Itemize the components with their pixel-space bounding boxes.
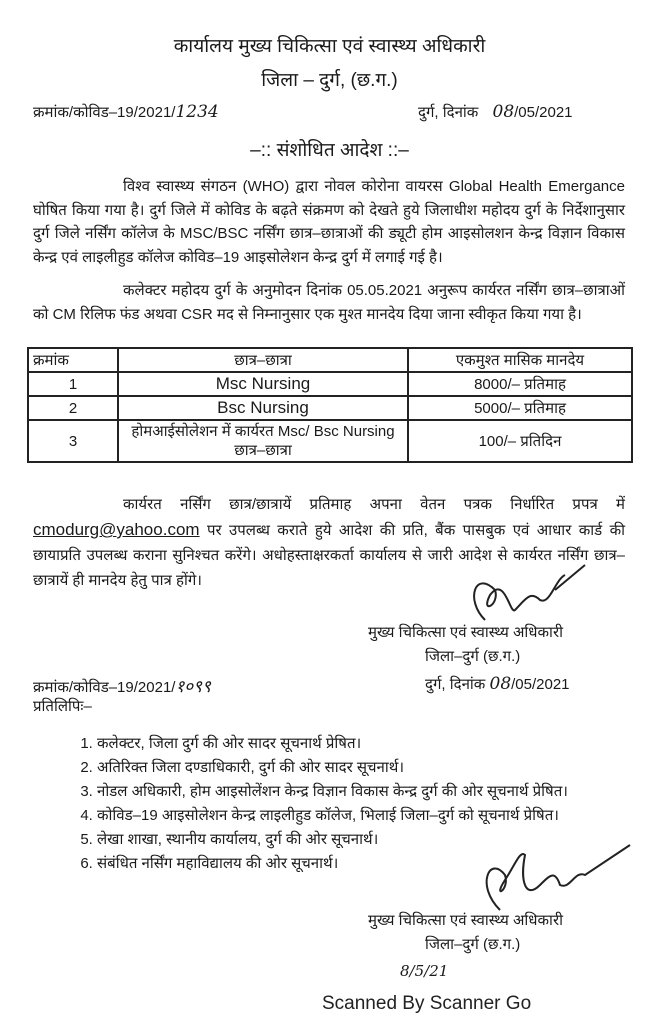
list-item: 6. संबंधित नर्सिंग महाविद्यालय की ओर सूचनार्थ। [97,852,652,876]
header-amount: एकमुश्त मासिक मानदेय [408,348,632,372]
paragraph-3-start: कार्यरत नर्सिंग छात्र/छात्रायें प्रतिमाह अपना वेतन पत्रक निर्धारित प्रपत्र में [123,496,625,513]
email-link[interactable]: cmodurg@yahoo.com [33,520,200,539]
copy-date-label: दुर्ग, दिनांक [425,676,486,693]
copy-reference-text: क्रमांक/कोविड–19/2021/ [33,679,176,696]
row-amount: 5000/– प्रतिमाह [408,396,632,420]
signatory-title-1: मुख्य चिकित्सा एवं स्वास्थ्य अधिकारी [368,624,563,641]
row-amount: 8000/– प्रतिमाह [408,372,632,396]
date-handwritten: 08 [492,102,515,122]
signatory-title-2: मुख्य चिकित्सा एवं स्वास्थ्य अधिकारी [368,912,563,929]
reference-number [33,102,219,122]
copy-date-rest: /05/2021 [511,676,570,693]
date-label: दुर्ग, दिनांक [418,104,479,121]
list-item: 2. अतिरिक्त जिला दण्डाधिकारी, दुर्ग की ओर सादर सूचनार्थ। [97,756,652,780]
district-heading: जिला – दुर्ग, (छ.ग.) [261,70,398,91]
copy-reference-handwritten: १०९९ [175,677,211,697]
row-serial: 3 [28,420,118,462]
copy-date-handwritten: 08 [489,674,512,694]
list-item: 4. कोविड–19 आइसोलेशन केन्द्र लाइलीहुड कॉलेज, भिलाई जिला–दुर्ग को सूचनार्थ प्रेषित। [97,804,652,828]
office-heading: कार्यालय मुख्य चिकित्सा एवं स्वास्थ्य अधिकारी [173,36,486,57]
header-student: छात्र–छात्रा [118,348,408,372]
paragraph-1: विश्व स्वास्थ्य संगठन (WHO) द्वारा नोवल कोरोना वायरस Global Health Emergance घोषित किया गया है। दुर्ग जिले में कोविड के बढ़ते संक्रमण को देखते हुये जिलाधीश महोदय दुर्ग के निर्देशानुसार दुर्ग जिले नर्सिंग कॉलेज के MSC/BSC नर्सिंग छात्र–छात्राओं की ड्यूटी होम आइसोलशन केन्द्र विज्ञान विकास केन्द्र एवं लाइलीहुड कॉलेज कोविड–19 आइसोलेशन केन्द्र दुर्ग में लगाई गई है। [33,178,625,266]
row-student: Msc Nursing [118,372,408,396]
header-serial: क्रमांक [28,348,118,372]
scanner-watermark: Scanned By Scanner Go [322,993,532,1014]
list-item: 5. लेखा शाखा, स्थानीय कार्यालय, दुर्ग की ओर सूचनार्थ। [97,828,652,852]
signature-date-handwritten: 8/5/21 [400,962,449,980]
reference-number-text: क्रमांक/कोविड–19/2021/ [33,104,176,121]
list-item: 1. कलेक्टर, जिला दुर्ग की ओर सादर सूचनार्थ प्रेषित। [97,732,652,756]
list-item: 3. नोडल अधिकारी, होम आइसोलेंशन केन्द्र विज्ञान विकास केन्द्र दुर्ग की ओर सूचनार्थ प्रेषित। [97,780,652,804]
row-student: होमआईसोलेशन में कार्यरत Msc/ Bsc Nursing छात्र–छात्रा [118,420,408,462]
table-header-row [28,348,632,372]
row-amount: 100/– प्रतिदिन [408,420,632,462]
paragraph-2: कलेक्टर महोदय दुर्ग के अनुमोदन दिनांक 05.05.2021 अनुरूप कार्यरत नर्सिंग छात्र–छात्राओं को CM रिलिफ फंड अथवा CSR मद से निम्नानुसार एक मुश्त मानदेय दिया जाना स्वीकृत किया गया है। [33,282,625,323]
table-row [28,396,632,420]
date-rest: /05/2021 [514,104,573,121]
order-date [418,102,573,122]
signatory-district-1: जिला–दुर्ग (छ.ग.) [425,648,521,665]
signature-2 [470,840,640,920]
paragraph-3-end: पर उपलब्ध कराते हुये आदेश की प्रति, बैंक पासबुक एवं आधार कार्ड की छायाप्रति उपलब्ध कराना सुनिश्चत करेंगे। अधोहस्ताक्षरकर्ता कार्यालय से जारी आदेश से कार्यरत नर्सिंग छात्र–छात्रायें ही मानदेय हेतु पात्र होंगे। [33,522,625,589]
table-row [28,420,632,462]
row-student: Bsc Nursing [118,396,408,420]
honorarium-table [27,347,633,463]
copy-label: प्रतिलिपिः– [33,698,92,715]
signatory-district-2: जिला–दुर्ग (छ.ग.) [425,936,521,953]
row-serial: 2 [28,396,118,420]
copy-date [425,674,570,694]
order-title: –:: संशोधित आदेश ::– [250,140,409,161]
table-row [28,372,632,396]
reference-number-handwritten: 1234 [175,102,219,122]
copy-reference-number [33,674,211,697]
row-serial: 1 [28,372,118,396]
